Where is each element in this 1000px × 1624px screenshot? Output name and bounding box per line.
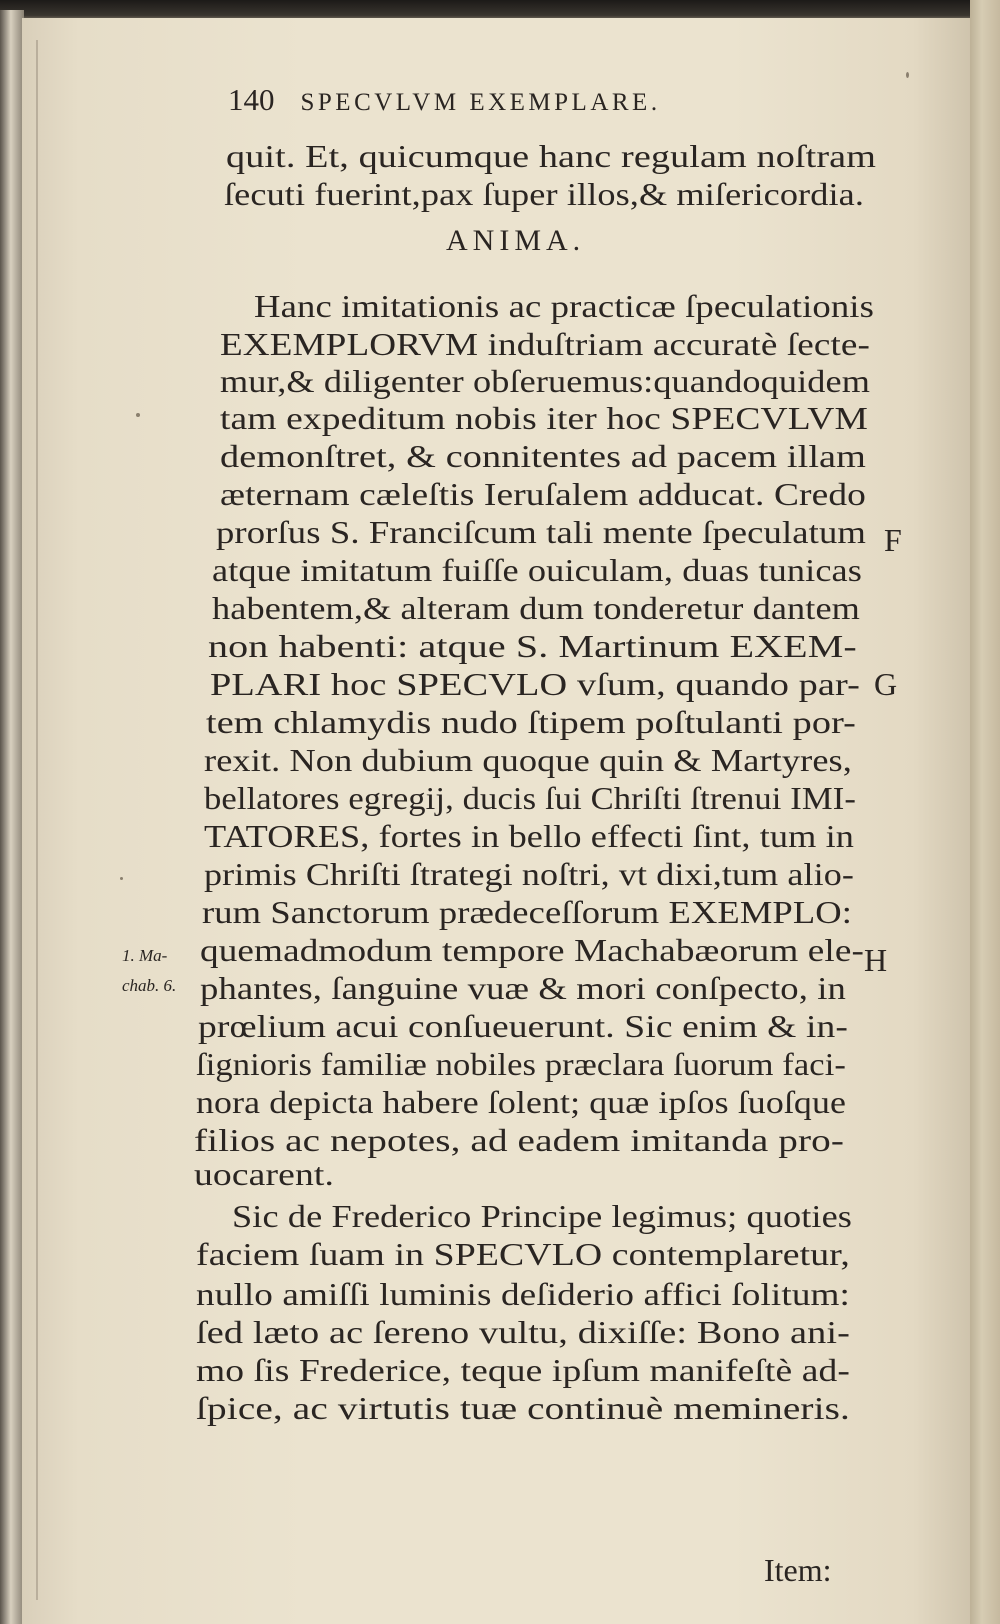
text-line: prorſus S. Franciſcum tali mente ſpeculatum: [216, 514, 866, 550]
right-page-edge: [970, 0, 1000, 1624]
text-line: rum Sanctorum prædeceſſorum EXEMPLO:: [202, 894, 852, 930]
text-line: ſignioris familiæ nobiles præclara ſuorum faci-: [196, 1046, 846, 1082]
page-number: 140: [228, 82, 275, 117]
text-line: uocarent.: [194, 1156, 334, 1192]
text-line: atque imitatum fuiſſe ouiculam, duas tunicas: [212, 552, 862, 588]
text-line: habentem,& alteram dum tonderetur dantem: [212, 590, 860, 626]
paper-speck: [906, 72, 909, 78]
text-line: mo ſis Frederice, teque ipſum manifeſtè ad-: [196, 1352, 851, 1388]
text-line: ſed læto ac ſereno vultu, dixiſſe: Bono ani-: [196, 1314, 850, 1350]
gutter-shadow: [36, 40, 38, 1600]
running-title: SPECVLVM EXEMPLARE.: [300, 89, 661, 116]
margin-letter-h: H: [864, 942, 888, 978]
text-line: quemadmodum tempore Machabæorum ele-: [200, 932, 864, 968]
margin-reference-2: chab. 6.: [122, 976, 177, 995]
text-line: prœlium acui conſueuerunt. Sic enim & in-: [198, 1008, 848, 1044]
margin-letter-g: G: [874, 666, 898, 702]
text-line: filios ac nepotes, ad eadem imitanda pro-: [194, 1122, 844, 1158]
text-line: Sic de Frederico Principe legimus; quoties: [232, 1198, 852, 1234]
text-line: rexit. Non dubium quoque quin & Martyres,: [204, 742, 852, 778]
text-line: Hanc imitationis ac practicæ ſpeculationis: [254, 288, 874, 324]
text-line: mur,& diligenter obſeruemus:quandoquidem: [220, 363, 870, 399]
text-line: bellatores egregij, ducis ſui Chriſti ſtrenui IMI-: [204, 780, 856, 816]
text-line: ſpice, ac virtutis tuæ continuè memineris.: [196, 1390, 850, 1426]
text-line: TATORES, fortes in bello effecti ſint, tum in: [204, 818, 854, 854]
text-line: ſecuti fuerint,pax ſuper illos,& miſericordia.: [224, 176, 864, 212]
running-header: [228, 82, 661, 118]
catchword: Item:: [764, 1552, 832, 1588]
margin-letter-f: F: [884, 522, 902, 558]
text-line: EXEMPLORVM induſtriam accuratè ſecte-: [220, 326, 870, 362]
margin-reference-1: 1. Ma-: [122, 946, 168, 965]
text-line: faciem ſuam in SPECVLO contemplaretur,: [196, 1236, 850, 1272]
left-binding-edge: [0, 10, 24, 1624]
text-line: nora depicta habere ſolent; quæ ipſos ſuoſque: [196, 1084, 846, 1120]
text-line: nullo amiſſi luminis deſiderio affici ſolitum:: [196, 1276, 850, 1312]
text-line: demonſtret, & connitentes ad pacem illam: [220, 438, 866, 474]
text-line: quit. Et, quicumque hanc regulam noſtram: [226, 138, 876, 174]
text-line: primis Chriſti ſtrategi noſtri, vt dixi,tum alio-: [204, 856, 854, 892]
text-line: tam expeditum nobis iter hoc SPECVLVM: [220, 400, 868, 436]
text-line: PLARI hoc SPECVLO vſum, quando par-: [210, 666, 860, 702]
text-line: non habenti: atque S. Martinum EXEM-: [208, 628, 857, 664]
text-line: phantes, ſanguine vuæ & mori conſpecto, in: [200, 970, 846, 1006]
text-line: tem chlamydis nudo ſtipem poſtulanti por-: [206, 704, 857, 740]
section-heading: ANIMA.: [446, 224, 586, 257]
text-line: æternam cæleſtis Ieruſalem adducat. Credo: [220, 476, 866, 512]
paper-speck: [120, 877, 123, 880]
paper-speck: [136, 413, 140, 417]
